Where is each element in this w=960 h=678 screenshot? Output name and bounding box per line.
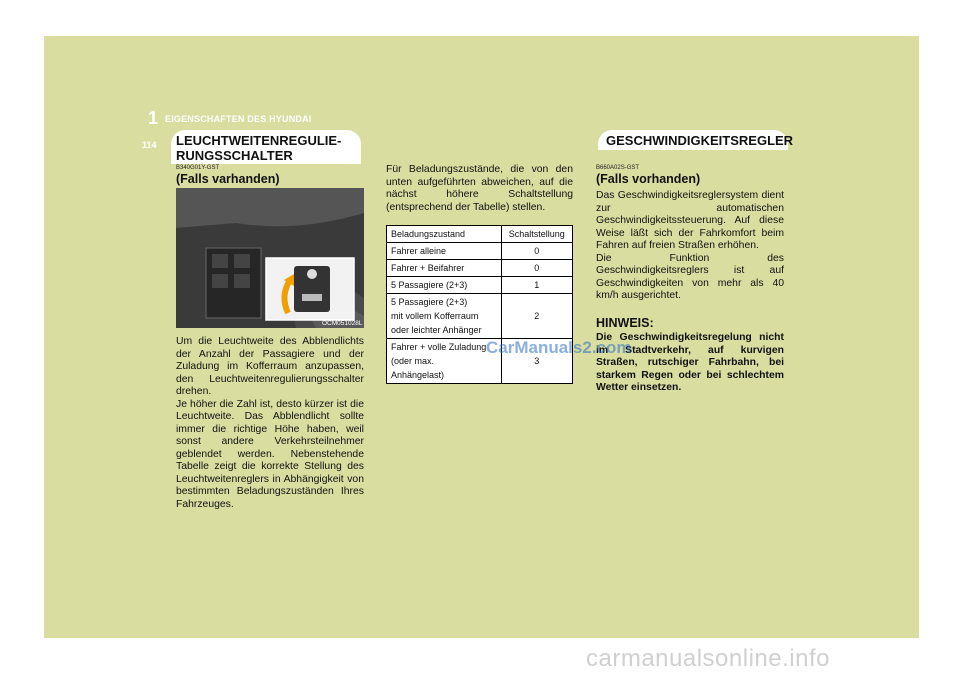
section-subheading: (Falls varhanden) (176, 172, 280, 186)
dashboard-illustration (176, 188, 364, 328)
table-cell-state (387, 294, 502, 339)
headlight-switch-photo (176, 188, 364, 328)
table-cell-line: Fahrer + volle Zuladung (391, 342, 487, 352)
section-subheading: (Falls vorhanden) (596, 172, 701, 186)
table-cell-line: Anhängelast) (391, 370, 445, 380)
table-cell-position: 3 (501, 339, 572, 384)
table-header-cell: Beladungszustand (387, 226, 502, 243)
load-position-table (386, 225, 573, 384)
note-title: HINWEIS: (596, 316, 654, 330)
table-row (387, 243, 573, 260)
left-paragraph-1: Um die Leuchtweite des Abblendlichts der Anzahl der Passagiere und der Zuladung im Kofferraum anzupassen, den Leuchtweitenregulierungsschalter drehen. (176, 336, 364, 397)
table-cell-state: Fahrer + Beifahrer (387, 260, 502, 277)
watermark-footer[interactable]: carmanualsonline.info (586, 645, 830, 672)
table-row (387, 294, 573, 339)
left-body-text (176, 336, 364, 511)
image-code: OCM051028L (322, 320, 363, 327)
section-code: B340G01Y-GST (176, 165, 220, 171)
table-cell-state: Fahrer alleine (387, 243, 502, 260)
section-title-headlight-leveling: LEUCHTWEITENREGULIE- RUNGSSCHALTER (176, 133, 342, 163)
table-cell-line: 5 Passagiere (2+3) (391, 297, 468, 307)
table-header-cell: Schaltstellung (501, 226, 572, 243)
right-paragraph-2: Die Funktion des Geschwindigkeitsreglers ist auf Geschwindigkeiten von mehr als 40 km/h ausgerichtet. (596, 252, 784, 301)
table-header-row (387, 226, 573, 243)
chapter-title: EIGENSCHAFTEN DES HYUNDAI (165, 114, 312, 124)
table-cell-position: 1 (501, 277, 572, 294)
section-title-cruise-control: GESCHWINDIGKEITSREGLER (606, 133, 794, 148)
left-paragraph-2: Je höher die Zahl ist, desto kürzer ist die Leuchtweite. Das Abblendlicht sollte immer die richtige Höhe haben, weil sonst andere Verkehrsteilnehmer geblendet werden. Nebenstehende Tabelle zeigt die korrekte Stellung des Leuchtweitenreglers in Abhängigkeit von bestimmten Beladungszuständen Ihres Fahrzeuges. (176, 398, 364, 510)
table-cell-position: 0 (501, 243, 572, 260)
table-cell-line: mit vollem Kofferraum (391, 311, 479, 321)
table-cell-line: oder leichter Anhänger (391, 325, 482, 335)
table-row (387, 277, 573, 294)
page-number: 114 (142, 140, 157, 150)
table-cell-state: 5 Passagiere (2+3) (387, 277, 502, 294)
right-body-text (596, 190, 784, 303)
table-cell-state (387, 339, 502, 384)
section-code: B660A02S-GST (596, 165, 640, 171)
right-paragraph-1: Das Geschwindigkeitsreglersystem dient zur automatischen Geschwindigkeitssteuerung. Auf diese Weise läßt sich der Fahrkomfort beim Fahren auf freien Straßen erhöhen. (596, 190, 784, 251)
table-row (387, 260, 573, 277)
table-cell-line: (oder max. (391, 356, 435, 366)
table-cell-position: 2 (501, 294, 572, 339)
middle-body-text: Für Beladungszustände, die von den unten aufgeführten abweichen, auf die nächst höhere Schaltstellung (entsprechend der Tabelle) stellen. (386, 164, 573, 213)
note-text: Die Geschwindigkeitsregelung nicht im Stadtverkehr, auf kurvigen Straßen, rutschiger Fahrbahn, bei starkem Regen oder bei schlechtem Wetter einsetzen. (596, 332, 784, 393)
chapter-number: 1 (148, 108, 159, 128)
table-cell-position: 0 (501, 260, 572, 277)
watermark-inline[interactable]: CarManuals2.com (486, 338, 632, 357)
